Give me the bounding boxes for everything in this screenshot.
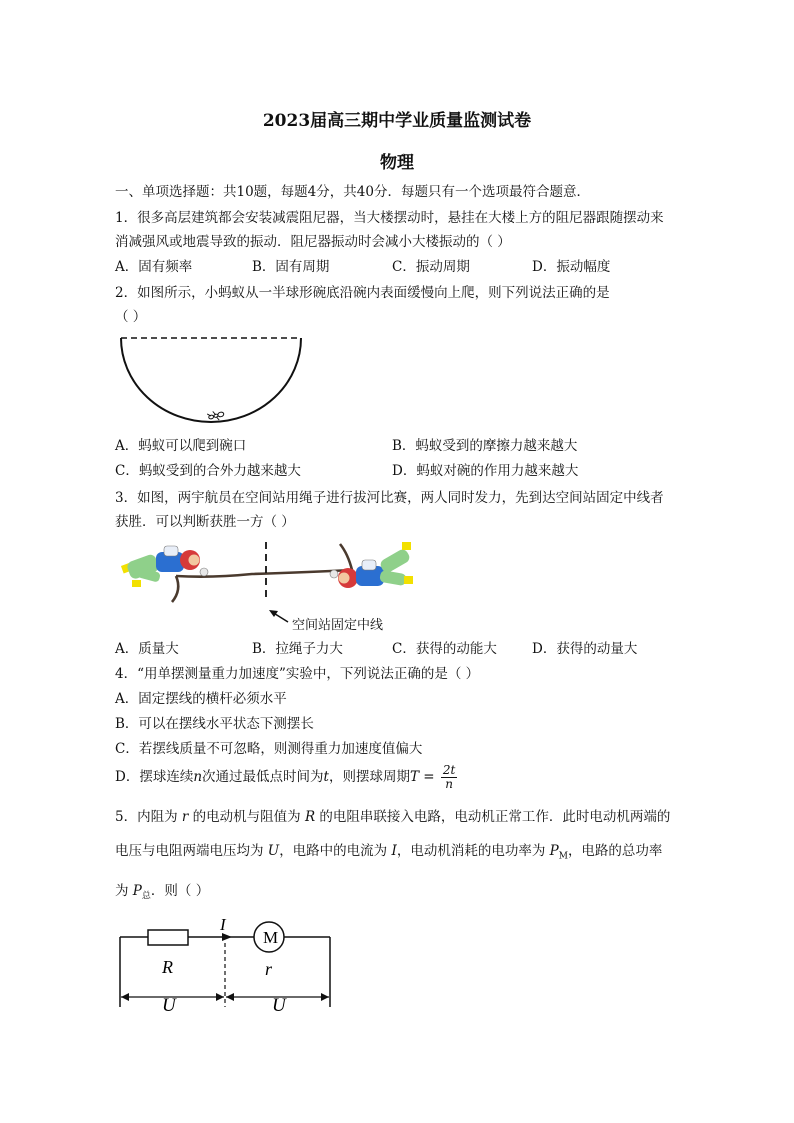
section-heading: 一、单项选择题：共10题，每题4分，共40分．每题只有一个选项最符合题意．: [115, 184, 590, 200]
circuit-diagram: [112, 915, 342, 1015]
q3-option-d: D．获得的动量大: [532, 641, 638, 657]
voltage-label-right: U: [272, 995, 286, 1015]
q5-stem-line1: 5．内阻为 r 的电动机与阻值为 R 的电阻串联接入电路，电动机正常工作．此时电动机两端的: [115, 809, 671, 825]
q1-stem-line2: 消减强风或地震导致的振动．阻尼器振动时会减小大楼振动的（ ）: [115, 234, 511, 250]
internal-resistance-label: r: [265, 959, 273, 979]
arrowhead-icon: [269, 610, 278, 617]
arrowhead-icon: [226, 993, 234, 1001]
q1-option-d: D．振动幅度: [532, 259, 611, 275]
q4-option-b: B．可以在摆线水平状态下测摆长: [115, 716, 314, 732]
q2-option-a: A．蚂蚁可以爬到碗口: [115, 438, 247, 454]
resistor-label: R: [162, 957, 173, 977]
resistor-R: [148, 930, 188, 945]
q2-option-b: B．蚂蚁受到的摩擦力越来越大: [392, 438, 578, 454]
rope-end-left: [172, 576, 178, 602]
current-label: I: [220, 915, 226, 934]
q1-option-c: C．振动周期: [392, 259, 470, 275]
bowl-figure: [115, 330, 315, 430]
q4-option-c: C．若摆线质量不可忽略，则测得重力加速度值偏大: [115, 741, 423, 757]
q3-option-a: A．质量大: [115, 641, 179, 657]
bowl-arc: [121, 338, 301, 422]
rope-end-right: [340, 544, 352, 570]
q3-stem-line2: 获胜．可以判断获胜一方（ ）: [115, 514, 295, 530]
voltage-label-left: U: [162, 995, 176, 1015]
center-line-label: 空间站固定中线: [292, 618, 384, 633]
q4-stem: 4．“用单摆测量重力加速度”实验中，下列说法正确的是（ ）: [115, 666, 480, 682]
subject-title: 物理: [380, 153, 414, 173]
q4-option-a: A．固定摆线的横杆必须水平: [115, 691, 287, 707]
q1-option-b: B．固有周期: [252, 259, 330, 275]
q5-stem-line3: 为 $P_总$．则（ ）: [115, 883, 210, 902]
q3-stem-line1: 3．如图，两宇航员在空间站用绳子进行拔河比赛，两人同时发力，先到达空间站固定中线者: [115, 490, 664, 506]
q2-option-d: D．蚂蚁对碗的作用力越来越大: [392, 463, 579, 479]
arrowhead-icon: [216, 993, 224, 1001]
q3-option-c: C．获得的动能大: [392, 641, 497, 657]
current-arrow-icon: [222, 933, 232, 941]
exam-title: 2023届高三期中学业质量监测试卷: [262, 111, 532, 131]
q1-stem-line1: 1．很多高层建筑都会安装减震阻尼器，当大楼摆动时，悬挂在大楼上方的阻尼器跟随摆动来: [115, 210, 664, 226]
arrowhead-icon: [321, 993, 329, 1001]
q5-stem-line2: 电压与电阻两端电压均为 U，电路中的电流为 I，电动机消耗的电功率为 $P_M$，电路的总功率: [115, 843, 663, 862]
motor-label: M: [263, 928, 279, 947]
arrowhead-icon: [121, 993, 129, 1001]
astronaut-left-icon: [121, 546, 208, 587]
q2-stem-line2: （ ）: [115, 309, 147, 325]
q2-option-c: C．蚂蚁受到的合外力越来越大: [115, 463, 301, 479]
q3-option-b: B．拉绳子力大: [252, 641, 343, 657]
q2-stem-line1: 2．如图所示，小蚂蚁从一半球形碗底沿碗内表面缓慢向上爬，则下列说法正确的是: [115, 285, 610, 301]
q1-option-a: A．固有频率: [115, 259, 193, 275]
period-formula: $\frac{2t}{n}$: [442, 763, 456, 791]
q4-option-d: D．摆球连续n次通过最低点时间为t，则摆球周期T = $\frac{2t}{n}$: [115, 763, 456, 791]
